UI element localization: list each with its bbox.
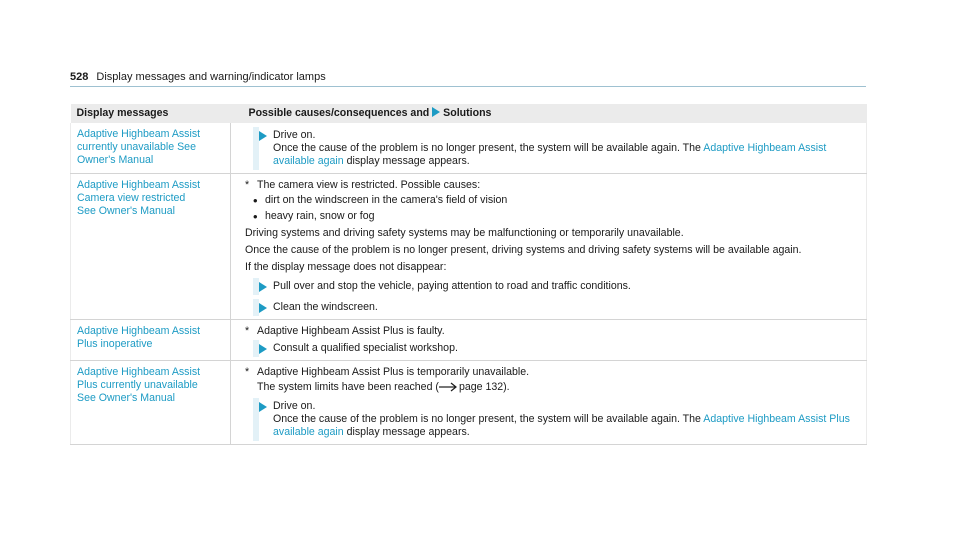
page-title: Display messages and warning/indicator lamps bbox=[96, 71, 326, 83]
solution-cell bbox=[231, 123, 867, 174]
paragraph: Once the cause of the problem is no longer present, driving systems and driving safety systems will be available again. bbox=[245, 244, 802, 256]
step-text bbox=[273, 413, 860, 439]
cause bbox=[245, 325, 860, 338]
message-line: Owner's Manual bbox=[77, 154, 154, 166]
step-text: Clean the windscreen. bbox=[273, 301, 378, 313]
table-row bbox=[71, 361, 867, 445]
page-header bbox=[70, 71, 326, 83]
cause-text: The camera view is restricted. Possible causes: bbox=[257, 179, 481, 191]
play-arrow-icon bbox=[259, 344, 267, 354]
step-title: Drive on. bbox=[273, 400, 316, 412]
cause bbox=[245, 366, 860, 379]
play-arrow-icon bbox=[259, 131, 267, 141]
step-text-body: Once the cause of the problem is no longer present, the system will be available again. The bbox=[273, 142, 701, 154]
header-divider bbox=[70, 86, 866, 87]
solution-step bbox=[245, 301, 860, 314]
table-row bbox=[71, 320, 867, 361]
message-cell bbox=[71, 361, 231, 445]
list-item: • heavy rain, snow or fog bbox=[251, 210, 860, 223]
table-header-row bbox=[71, 104, 867, 123]
col-header-display-messages: Display messages bbox=[71, 104, 231, 123]
message-line: Adaptive Highbeam Assist bbox=[77, 325, 201, 337]
play-arrow-icon bbox=[432, 107, 440, 117]
message-cell bbox=[71, 320, 231, 361]
page-reference[interactable]: page 132). bbox=[458, 381, 510, 393]
limits-reference bbox=[245, 381, 860, 394]
message-line: Adaptive Highbeam Assist bbox=[77, 179, 201, 191]
table-row bbox=[71, 174, 867, 320]
message-line: See Owner's Manual bbox=[77, 392, 176, 404]
page-number: 528 bbox=[70, 71, 89, 83]
paragraph: If the display message does not disappear: bbox=[245, 261, 447, 273]
table-row bbox=[71, 123, 867, 174]
cause-marker: * bbox=[245, 366, 250, 378]
step-text-body: Once the cause of the problem is no longer present, the system will be available again. The bbox=[273, 413, 701, 425]
cause-text: Adaptive Highbeam Assist Plus is faulty. bbox=[257, 325, 445, 337]
cause bbox=[245, 179, 860, 192]
list-item: • dirt on the windscreen in the camera's field of vision bbox=[251, 194, 860, 207]
message-cell bbox=[71, 174, 231, 320]
step-text: Consult a qualified specialist workshop. bbox=[273, 342, 458, 354]
step-text bbox=[273, 142, 860, 168]
message-line: Camera view restricted bbox=[77, 192, 186, 204]
step-title: Drive on. bbox=[273, 129, 316, 141]
cause-marker: * bbox=[245, 325, 250, 337]
step-text-tail: display message appears. bbox=[346, 155, 470, 167]
display-messages-table bbox=[70, 104, 867, 445]
play-arrow-icon bbox=[259, 402, 267, 412]
message-line: See Owner's Manual bbox=[77, 205, 176, 217]
solution-cell bbox=[231, 320, 867, 361]
message-line: Plus currently unavailable bbox=[77, 379, 198, 391]
step-text: Pull over and stop the vehicle, paying attention to road and traffic conditions. bbox=[273, 280, 631, 292]
cause-marker: * bbox=[245, 179, 250, 191]
message-reference: Adaptive Highbeam Assist available again bbox=[273, 142, 827, 167]
limits-text: The system limits have been reached ( bbox=[257, 381, 439, 393]
solution-step bbox=[245, 400, 860, 439]
paragraph: Driving systems and driving safety systems may be malfunctioning or temporarily unavailable. bbox=[245, 227, 684, 239]
cause-text: Adaptive Highbeam Assist Plus is temporarily unavailable. bbox=[257, 366, 530, 378]
play-arrow-icon bbox=[259, 303, 267, 313]
message-line: Adaptive Highbeam Assist bbox=[77, 128, 201, 140]
message-reference: Adaptive Highbeam Assist Plus available again bbox=[273, 413, 850, 438]
solution-cell bbox=[231, 361, 867, 445]
solution-step bbox=[245, 342, 860, 355]
col-header-causes-solutions bbox=[231, 104, 867, 123]
step-text-tail: display message appears. bbox=[346, 426, 470, 438]
play-arrow-icon bbox=[259, 282, 267, 292]
solution-step bbox=[245, 280, 860, 293]
message-line: Adaptive Highbeam Assist bbox=[77, 366, 201, 378]
col2-header-suffix: Solutions bbox=[443, 107, 492, 119]
message-line: Plus inoperative bbox=[77, 338, 153, 350]
solution-cell bbox=[231, 174, 867, 320]
col2-header-prefix: Possible causes/consequences and bbox=[248, 107, 430, 119]
cause-list bbox=[245, 194, 860, 223]
solution-step bbox=[245, 129, 860, 168]
message-cell bbox=[71, 123, 231, 174]
message-line: currently unavailable See bbox=[77, 141, 196, 153]
page-reference-arrow-icon bbox=[439, 382, 459, 392]
